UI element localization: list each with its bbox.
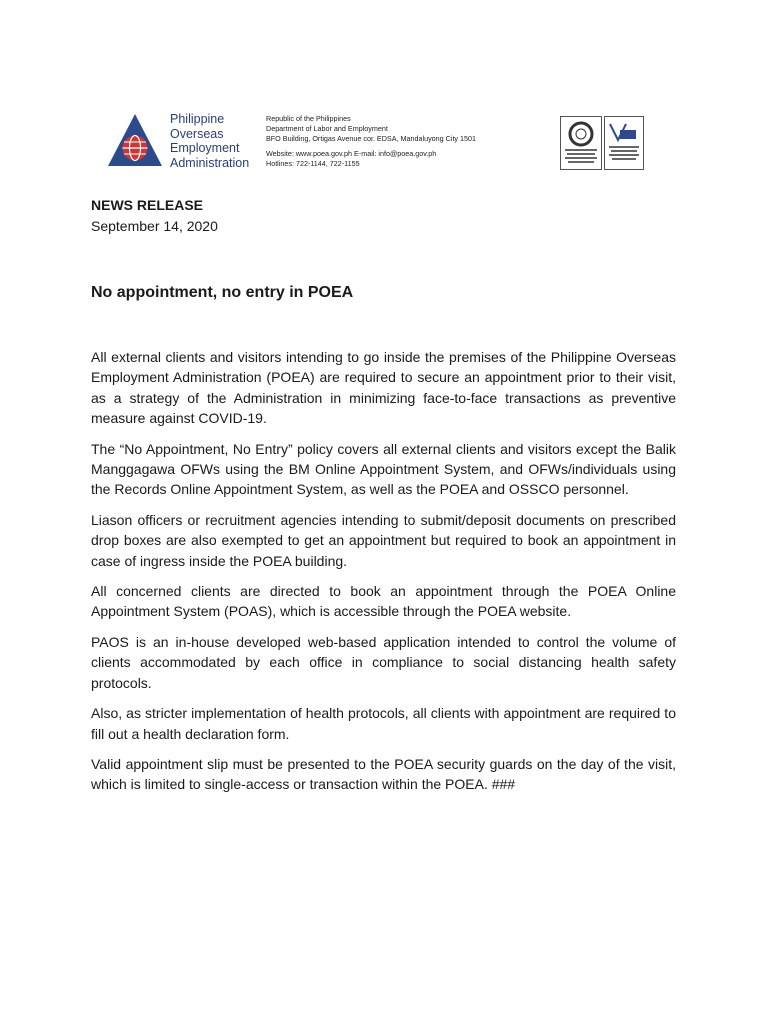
paragraph: Liason officers or recruitment agencies intending to submit/deposit documents on prescribed drop boxes are also exempted to get an appointment but required to book an appointment in case of ingress inside the POEA building. bbox=[91, 511, 676, 569]
info-line: Department of Labor and Employment bbox=[266, 123, 388, 133]
info-line: BFO Building, Ortigas Avenue cor. EDSA, Mandaluyong City 1501 bbox=[266, 133, 477, 143]
paragraph: The “No Appointment, No Entry” policy covers all external clients and visitors except the Balik Manggagawa OFWs using the BM Online Appointment System, and OFWs/individuals using the Records Online Appointment System, as well as the POEA and OSSCO personnel. bbox=[91, 440, 676, 498]
headline: No appointment, no entry in POEA bbox=[91, 284, 354, 301]
agency-line: Employment bbox=[170, 141, 240, 155]
contact-line: Website: www.poea.gov.ph E-mail: info@poea.gov.ph bbox=[266, 149, 437, 159]
agency-line: Philippine bbox=[170, 112, 225, 126]
contact-line: Hotlines: 722-1144, 722-1155 bbox=[266, 159, 360, 169]
agency-line: Overseas bbox=[170, 126, 224, 141]
paragraph: All external clients and visitors intending to go inside the premises of the Philippine Overseas Employment Administration (POEA) are required to secure an appointment prior to their visit, as a strategy of the Administration in minimizing face-to-face transactions as preventive measure against COVID-19. bbox=[91, 349, 676, 427]
agency-contact-info bbox=[266, 114, 476, 169]
release-date: September 14, 2020 bbox=[91, 218, 218, 234]
news-release-label: NEWS RELEASE bbox=[91, 197, 204, 213]
certification-badges-icon bbox=[560, 116, 644, 170]
paragraph: PAOS is an in-house developed web-based application intended to control the volume of clients accommodated by each office in compliance to social distancing health safety protocols. bbox=[91, 633, 676, 691]
agency-line: Administration bbox=[170, 155, 250, 170]
paragraph: All concerned clients are directed to book an appointment through the POEA Online Appointment System (POAS), which is accessible through the POEA website. bbox=[91, 583, 676, 620]
poea-logo-icon bbox=[106, 112, 164, 168]
agency-name bbox=[170, 112, 249, 170]
article-body bbox=[91, 347, 676, 805]
paragraph: Valid appointment slip must be presented to the POEA security guards on the day of the visit, which is limited to single-access or transaction within the POEA. ### bbox=[91, 755, 676, 793]
paragraph: Also, as stricter implementation of health protocols, all clients with appointment are required to fill out a health declaration form. bbox=[91, 705, 676, 742]
info-line: Republic of the Philippines bbox=[266, 114, 351, 123]
